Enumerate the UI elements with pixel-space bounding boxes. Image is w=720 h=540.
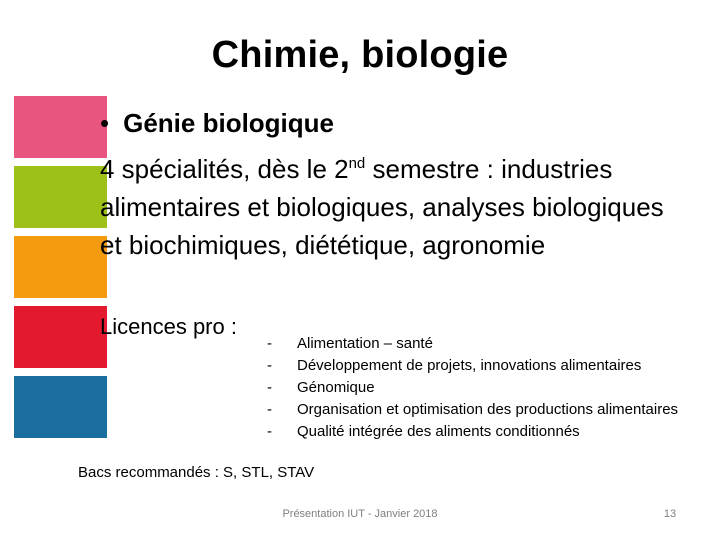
color-block-green [14, 166, 107, 228]
list-item [267, 377, 720, 399]
list-item [267, 421, 720, 443]
list-item-text: Qualité intégrée des aliments conditionnés [297, 423, 580, 440]
color-block-pink [14, 96, 110, 158]
dash-marker: - [267, 401, 272, 418]
dash-marker: - [267, 423, 272, 440]
dash-marker: - [267, 335, 272, 352]
list-item-text: Développement de projets, innovations alimentaires [297, 357, 642, 374]
list-item [267, 399, 720, 421]
list-item-text: Génomique [297, 379, 375, 396]
licences-label: Licences pro : [100, 314, 237, 339]
list-item [267, 333, 720, 355]
bullet-heading-text: Génie biologique [123, 108, 335, 138]
dash-marker: - [267, 379, 272, 396]
bullet-symbol: • [100, 108, 110, 138]
footer-presentation: Présentation IUT - Janvier 2018 [282, 508, 438, 520]
ordinal-superscript: nd [348, 155, 366, 172]
specialites-paragraph [100, 150, 720, 264]
color-block-red [14, 306, 107, 368]
paragraph-line-1 [100, 150, 720, 188]
paragraph-line-2: alimentaires et biologiques, analyses biologiques [100, 192, 664, 222]
color-block-orange [14, 236, 107, 298]
list-item-text: Organisation et optimisation des productions alimentaires [297, 401, 679, 418]
paragraph-line-1-suffix: semestre : industries [365, 154, 613, 184]
bacs-recommandes: Bacs recommandés : S, STL, STAV [78, 464, 315, 481]
page-number: 13 [663, 508, 677, 520]
list-item [267, 355, 720, 377]
paragraph-line-3: et biochimiques, diététique, agronomie [100, 230, 546, 260]
licences-list [267, 333, 720, 443]
color-bar [14, 96, 110, 446]
paragraph-line-1-prefix: 4 spécialités, dès le 2 [100, 154, 349, 184]
color-block-blue [14, 376, 107, 438]
dash-marker: - [267, 357, 272, 374]
list-item-text: Alimentation – santé [297, 335, 433, 352]
bullet-heading [100, 108, 334, 139]
slide-title: Chimie, biologie [211, 34, 509, 76]
